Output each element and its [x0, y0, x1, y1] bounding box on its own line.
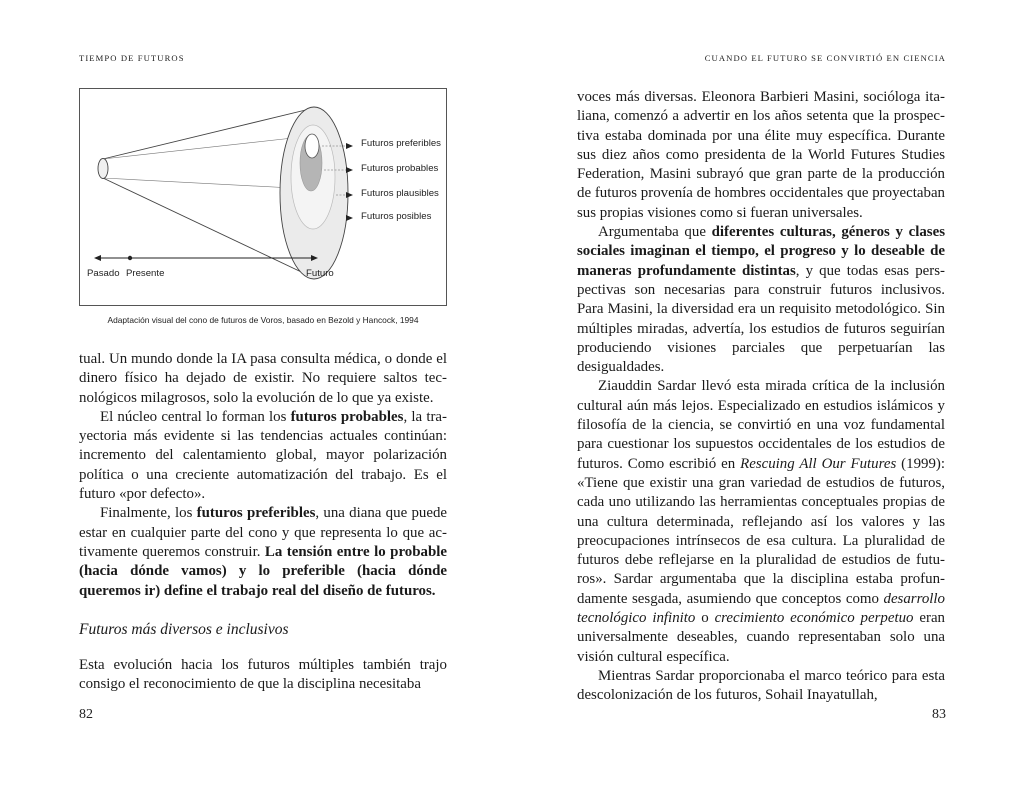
left-body-text	[79, 350, 447, 695]
cone-edge-top	[103, 108, 314, 159]
cone-origin	[98, 159, 108, 179]
italic-term: crecimiento económico perpetuo	[714, 610, 914, 627]
book-title: Rescuing All Our Futures	[740, 455, 897, 472]
time-axis-left-arrow-icon	[94, 255, 101, 261]
bold-term: futuros preferibles	[196, 505, 316, 522]
page-number-right: 83	[932, 707, 946, 722]
running-head-right: CUANDO EL FUTURO SE CONVIRTIÓ EN CIENCIA	[704, 53, 946, 63]
label-futuros-preferibles: Futuros preferibles	[361, 138, 441, 149]
label-futuros-plausibles: Futuros plausibles	[361, 188, 439, 199]
running-head-left: TIEMPO DE FUTUROS	[79, 53, 185, 63]
cone-inner-top	[103, 136, 311, 159]
bold-statement: La tensión entre lo probable (hacia dónde vamos) y lo preferible (hacia dónde queremos ir) define el trabajo real del diseño de futuros.	[79, 543, 447, 599]
futures-cone-figure	[79, 88, 447, 306]
label-presente: Presente	[126, 268, 165, 279]
page-number-left: 82	[79, 707, 93, 722]
paragraph: voces más diversas. Eleonora Barbieri Masini, socióloga italiana, comenzó a advertir en los años setenta que la prospectiva estaba dominada por una élite muy específica. Durante sus diez años como presidenta de la World Futures Studies Federation, Masini subrayó que gran parte de la producción de futuros provenía de hombres occidentales que proyectaban sus propias visiones como si fueran universales.	[577, 89, 945, 221]
paragraph: tual. Un mundo donde la IA pasa consulta médica, o donde el dinero físico ha dejado de existir. No requiere saltos tecnológicos milagrosos, solo la evolución de lo que ya existe.	[79, 351, 447, 406]
italic-term: desarrollo tecnológico infinito	[577, 590, 945, 627]
arrow-posibles-icon	[346, 215, 353, 221]
paragraph: Mientras Sardar proporcionaba el marco teórico para esta descolonización de los futuros, Sohail Inayatullah,	[577, 667, 945, 704]
cone-preferibles-target	[305, 134, 319, 158]
right-page	[512, 0, 1024, 785]
paragraph: Finalmente, los futuros preferibles, una diana que puede estar en cualquier parte del cono y que representa lo que activamente queremos construir. La tensión entre lo probable (hacia dónde vamos) y lo preferible (hacia dónde queremos ir) define el trabajo real del diseño de futuros.	[79, 505, 448, 599]
time-axis-present-dot	[128, 256, 132, 260]
paragraph: El núcleo central lo forman los futuros probables, la trayectoria más evidente si las tendencias actuales continúan: incremento del calentamiento global, mayor polarización política o una creciente automatización del trabajo. Es el futuro «por defecto».	[79, 408, 447, 503]
paragraph: Ziauddin Sardar llevó esta mirada crítica de la inclusión cultural aún más lejos. Especializado en estudios islámicos y filosofía de la ciencia, se convirtió en una voz fundamental para cuestionar los supuestos occidentales de los estudios de futuros. Como escribió en Rescuing All Our Futures (1999): «Tiene que existir una gran variedad de estudios de futuros, cada uno utilizando las herramientas conceptuales propias de una cultura determinada, reflejando así los valores y las preocupaciones intrínsecos de esa cultura. La pluralidad de futuros debe reflejarse en la pluralidad de estudios de futuros». Sardar argumentaba que la disciplina estaba profundamente sesgada, asumiendo que conceptos como desarrollo tecnológico infinito o crecimiento económico perpetuo eran universalmente deseables, cuando representaban solo una visión cultural específica.	[577, 378, 945, 665]
paragraph: Argumentaba que diferentes culturas, géneros y clases sociales imaginan el tiempo, el progreso y lo deseable de maneras profundamente distintas, y que todas esas perspectivas son necesarias para construir futuros inclusivos. Para Masini, la diversidad era un requisito metodológico. Sin múltiples miradas, advertía, los estudios de futuros seguirían produciendo visiones parciales que perpetuarían las desigualdades.	[577, 224, 946, 376]
label-futuro: Futuro	[306, 268, 334, 279]
label-futuros-posibles: Futuros posibles	[361, 211, 432, 222]
section-heading: Futuros más diversos e inclusivos	[79, 620, 289, 638]
right-body-text	[577, 88, 945, 706]
arrow-preferibles-icon	[346, 143, 353, 149]
bold-statement: diferentes culturas, géneros y clases sociales imaginan el tiempo, el progreso y lo deseable de maneras profundamente distintas	[577, 224, 946, 279]
arrow-plausibles-icon	[346, 192, 353, 198]
label-futuros-probables: Futuros probables	[361, 163, 439, 174]
figure-caption: Adaptación visual del cono de futuros de Voros, basado en Bezold y Hancock, 1994	[107, 315, 419, 325]
bold-term: futuros probables	[290, 408, 404, 425]
label-pasado: Pasado	[87, 268, 120, 279]
arrow-probables-icon	[346, 167, 353, 173]
paragraph: Esta evolución hacia los futuros múltiples también trajo consigo el reconocimiento de que la disciplina necesitaba	[79, 657, 447, 693]
